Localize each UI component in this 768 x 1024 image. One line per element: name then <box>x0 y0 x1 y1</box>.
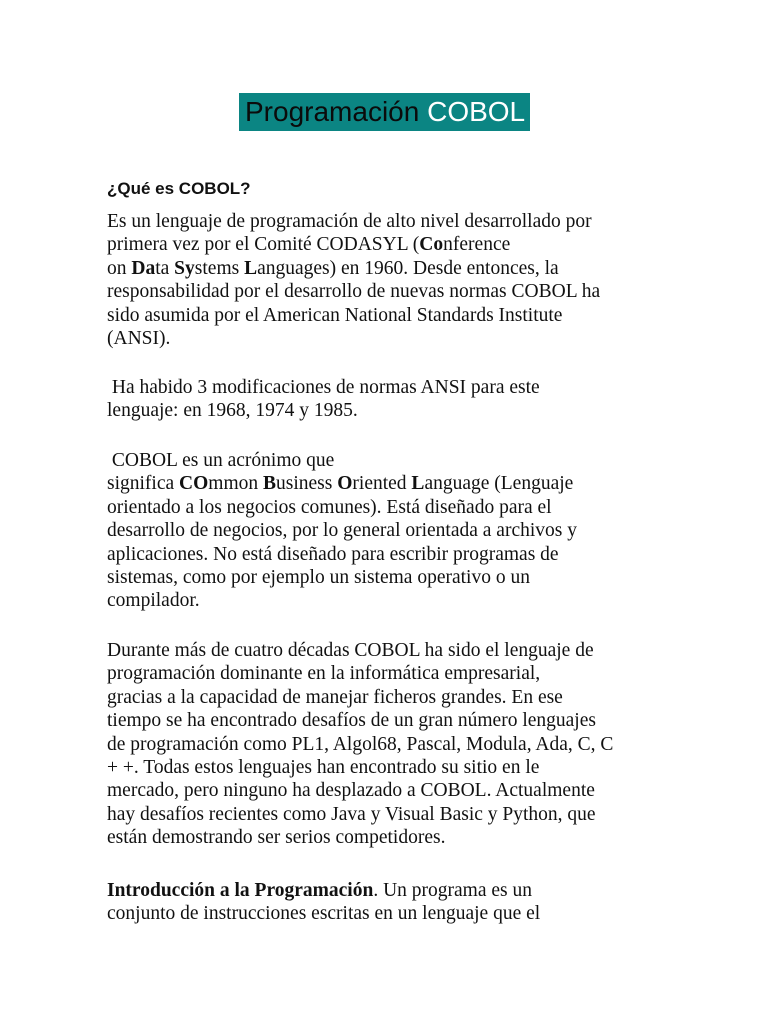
p5-line1-rest: . Un programa es un <box>373 880 532 901</box>
p3-line2 <box>107 472 707 495</box>
p4-line3: gracias a la capacidad de manejar ficheros grandes. En ese <box>107 686 563 708</box>
p1-line3-a: on <box>107 257 132 279</box>
paragraph-5 <box>107 879 707 926</box>
p1-line2 <box>107 233 707 256</box>
p3-line1: COBOL es un acrónimo que <box>107 450 335 471</box>
paragraph-2 <box>107 376 707 423</box>
paragraph-1 <box>107 210 707 350</box>
p1-line4: responsabilidad por el desarrollo de nuevas normas COBOL ha <box>107 281 601 303</box>
p2-line1: Ha habido 3 modificaciones de normas ANSI para este <box>107 377 540 398</box>
p4-line2: programación dominante en la informática empresarial, <box>107 663 541 685</box>
paragraph-4 <box>107 639 707 850</box>
p1-line3 <box>107 257 707 280</box>
p3-line2-f: O <box>337 473 353 495</box>
p1-line3-d: Sy <box>174 257 195 279</box>
p5-line1-bold: Introducción a la Programación <box>107 880 374 901</box>
p3-line3: orientado a los negocios comunes). Está diseñado para el <box>107 496 552 518</box>
p3-line2-g: riented <box>352 473 412 495</box>
p3-line2-i: anguage (Lenguaje <box>424 473 574 495</box>
p1-line5: sido asumida por el American National Standards Institute <box>107 304 563 326</box>
page-title <box>239 93 530 131</box>
p2-line2: lenguaje: en 1968, 1974 y 1985. <box>107 400 358 422</box>
p4-line1: Durante más de cuatro décadas COBOL ha sido el lenguaje de <box>107 640 594 661</box>
p1-line2-c: nference <box>443 234 511 256</box>
p1-line2-a: primera vez por el Comité CODASYL ( <box>107 234 420 256</box>
p3-line2-d: B <box>263 473 277 495</box>
p3-line2-b: CO <box>179 473 209 495</box>
p1-line3-c: ta <box>155 257 175 279</box>
p4-line4: tiempo se ha encontrado desafíos de un gran número lenguajes <box>107 710 596 732</box>
p1-line3-b: Da <box>131 257 156 279</box>
p3-line2-e: usiness <box>276 473 338 495</box>
p3-line2-c: mmon <box>208 473 263 495</box>
p4-line6: + +. Todas estos lenguajes han encontrado su sitio en le <box>107 757 540 779</box>
p1-line1: Es un lenguaje de programación de alto nivel desarrollado por <box>107 211 592 232</box>
p1-line3-g: anguages) en 1960. Desde entonces, la <box>257 257 559 279</box>
p3-line2-h: L <box>411 473 425 495</box>
p1-line3-f: L <box>244 257 258 279</box>
p3-line6: sistemas, como por ejemplo un sistema operativo o un <box>107 567 530 589</box>
p5-line2: conjunto de instrucciones escritas en un lenguaje que el <box>107 903 541 925</box>
title-part2: COBOL <box>427 96 526 127</box>
p5-line1 <box>107 879 707 902</box>
p4-line7: mercado, pero ninguno ha desplazado a COBOL. Actualmente <box>107 780 595 802</box>
p1-line2-b: Co <box>419 234 444 256</box>
p3-line7: compilador. <box>107 590 200 612</box>
p3-line2-a: significa <box>107 473 180 495</box>
p4-line5: de programación como PL1, Algol68, Pascal, Modula, Ada, C, C <box>107 733 614 755</box>
p4-line9: están demostrando ser serios competidores. <box>107 827 446 849</box>
title-part1: Programación <box>245 96 428 127</box>
p3-line5: aplicaciones. No está diseñado para escribir programas de <box>107 543 559 565</box>
p4-line8: hay desafíos recientes como Java y Visual Basic y Python, que <box>107 803 596 825</box>
section-heading: ¿Qué es COBOL? <box>107 179 251 198</box>
p1-line6: (ANSI). <box>107 328 171 350</box>
p3-line4: desarrollo de negocios, por lo general orientada a archivos y <box>107 520 577 542</box>
paragraph-3 <box>107 449 707 613</box>
p1-line3-e: stems <box>194 257 245 279</box>
